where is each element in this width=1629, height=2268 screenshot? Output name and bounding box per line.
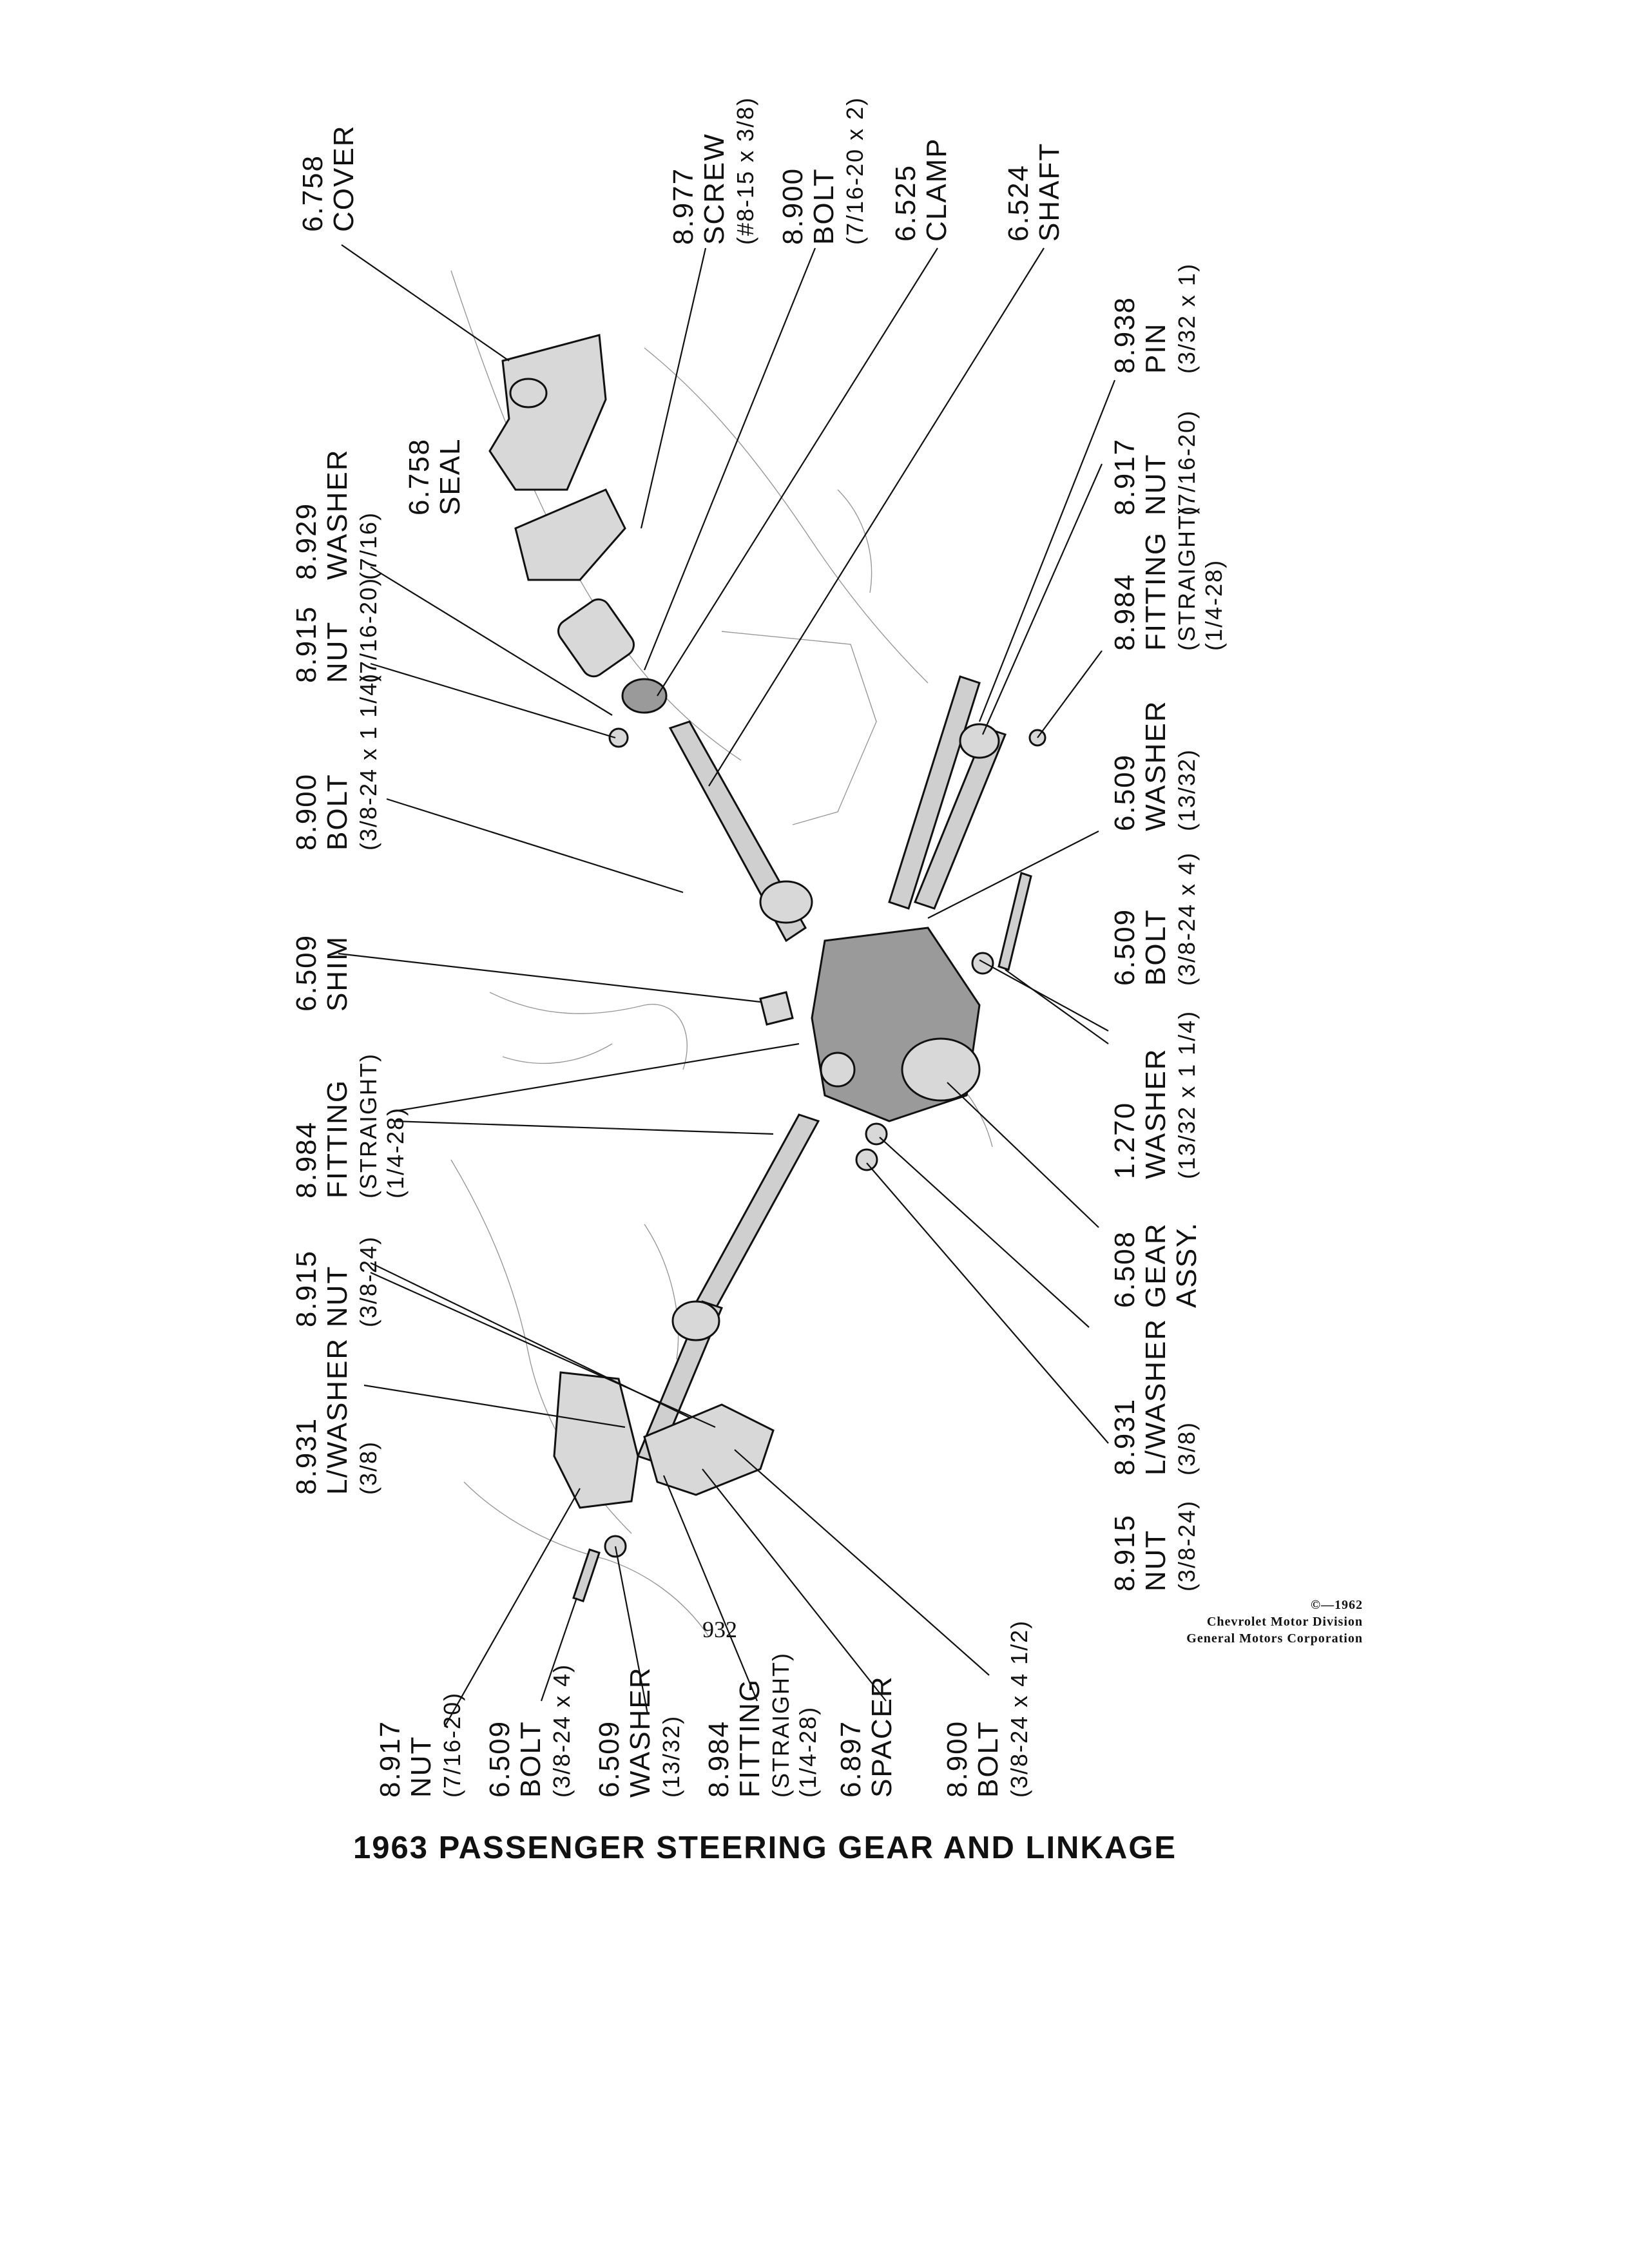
callout-line: 8.938: [1109, 296, 1141, 374]
callout-washer-1270: [1109, 1010, 1200, 1179]
callout-line: SHIM: [322, 936, 353, 1012]
callout-line: 8.984: [703, 1720, 735, 1798]
callout-line: 8.984: [291, 1120, 322, 1198]
callout-line: (3/32 x 1): [1173, 262, 1200, 374]
callout-fitting-8984-b: [291, 1053, 409, 1198]
callout-line: 6.525: [890, 164, 921, 242]
nut-mid-2: [856, 1149, 877, 1170]
callout-line: BOLT: [1140, 908, 1171, 986]
callout-line: (3/8-24): [1173, 1499, 1200, 1591]
callout-line: 6.758: [297, 154, 329, 232]
callout-line: L/WASHER: [1140, 1318, 1171, 1475]
callout-line: (13/32): [1173, 748, 1200, 831]
callout-line: (3/8-24 x 4 1/2): [1006, 1619, 1032, 1798]
callout-line: 6.509: [484, 1720, 516, 1798]
callout-line: 6.509: [1109, 753, 1141, 831]
callout-line: GEAR: [1140, 1222, 1171, 1308]
callout-spacer-6897: [835, 1675, 898, 1798]
callout-line: 8.917: [1109, 437, 1141, 515]
callout-line: 8.929: [291, 502, 322, 580]
callout-line: 8.900: [291, 773, 322, 850]
callout-line: NUT: [405, 1735, 437, 1798]
callout-bolt-8900-b: [291, 673, 381, 850]
callout-line: 8.900: [777, 167, 809, 245]
callout-line: (13/32 x 1 1/4): [1173, 1010, 1200, 1179]
callout-seal-6758: [403, 437, 466, 515]
callout-line: (7/16-20 x 2): [842, 96, 868, 245]
cover-plate: [490, 335, 606, 490]
callout-line: PIN: [1140, 322, 1171, 374]
tie-rod-lower: [689, 1115, 818, 1321]
callout-nut-8915-c: [1109, 1500, 1200, 1591]
callout-line: (3/8-24 x 4): [548, 1663, 575, 1798]
callout-washer-8929: [291, 449, 381, 581]
callout-line: 6.509: [593, 1720, 625, 1798]
callout-line: (3/8): [1173, 1421, 1200, 1475]
callout-nut-8917-a: [1109, 410, 1200, 515]
callout-line: (1/4-28): [1200, 559, 1227, 651]
callout-line: 1.270: [1109, 1101, 1141, 1179]
bolt-lower: [574, 1550, 599, 1601]
callout-line: (3/8-24 x 4): [1173, 851, 1200, 986]
callout-line: (1/4-28): [795, 1706, 821, 1798]
callout-line: BOLT: [972, 1720, 1004, 1798]
callout-cover-6758: [297, 125, 360, 232]
callout-line: 8.931: [291, 1417, 322, 1495]
callout-line: (13/32): [658, 1715, 684, 1798]
callout-nut-8915-b: [291, 1236, 381, 1327]
clamp-part: [622, 679, 666, 713]
callout-line: (7/16-20): [439, 1691, 465, 1798]
callout-line: FITTING: [734, 1678, 766, 1798]
callout-line: NUT: [322, 1265, 353, 1327]
callout-line: SHAFT: [1034, 142, 1065, 242]
callout-fitting-8984-c: [703, 1652, 821, 1798]
callout-line: WASHER: [322, 448, 353, 580]
callout-clamp-6525: [890, 137, 952, 242]
callout-line: BOLT: [515, 1720, 546, 1798]
callout-line: 6.509: [1109, 908, 1141, 986]
tie-rod-end-upper: [960, 724, 999, 758]
callout-line: (7/16-20): [355, 577, 381, 683]
callout-shaft-6524: [1003, 142, 1065, 242]
callout-shim-6509: [291, 934, 353, 1012]
callout-nut-8917-b: [374, 1692, 465, 1798]
callout-line: (#8-15 x 3/8): [732, 96, 758, 245]
callout-line: 8.900: [941, 1720, 973, 1798]
callout-line: 8.915: [291, 605, 322, 683]
callout-line: WASHER: [1140, 700, 1171, 831]
callout-line: 8.984: [1109, 573, 1141, 651]
callout-line: 6.508: [1109, 1230, 1141, 1308]
callout-line: (7/16-20): [1173, 409, 1200, 515]
flex-coupling: [554, 595, 638, 681]
callout-line: BOLT: [322, 773, 353, 850]
bolt-upper-right: [999, 873, 1031, 970]
callout-line: SEAL: [434, 437, 466, 515]
washer-right: [972, 953, 993, 974]
callout-line: (3/8): [355, 1440, 381, 1495]
callout-lwasher-8931-a: [291, 1338, 381, 1495]
callout-bolt-8900-c: [941, 1620, 1032, 1798]
callout-washer-6509-b: [593, 1667, 684, 1798]
gear-plug: [821, 1053, 854, 1086]
callout-gear-6508: [1109, 1222, 1202, 1308]
callout-line: 8.977: [668, 167, 699, 245]
callout-line: 6.897: [835, 1720, 867, 1798]
callout-line: NUT: [322, 620, 353, 683]
page-title: 1963 PASSENGER STEERING GEAR AND LINKAGE: [353, 1831, 1177, 1865]
callout-line: 6.758: [403, 437, 435, 515]
nut-left-1: [610, 729, 628, 747]
callout-washer-6509-a: [1109, 700, 1200, 832]
callout-line: WASHER: [624, 1666, 656, 1798]
callout-line: 8.917: [374, 1720, 406, 1798]
copyright-division: Chevrolet Motor Division: [1206, 1615, 1363, 1629]
callout-line: COVER: [328, 124, 360, 232]
steering-knuckle-arm: [554, 1372, 638, 1508]
callout-line: 6.509: [291, 934, 322, 1012]
callout-bolt-6509-b: [484, 1664, 575, 1798]
callout-screw-8977: [668, 97, 758, 245]
callout-line: NUT: [1140, 1529, 1171, 1591]
linkage: [554, 677, 1045, 1601]
callout-line: L/WASHER: [322, 1337, 353, 1495]
gear-assembly: [760, 928, 979, 1121]
callout-line: SCREW: [699, 133, 730, 245]
callout-bolt-6509-a: [1109, 852, 1200, 986]
callout-line: FITTING: [1140, 531, 1171, 651]
callout-line: (7/16): [355, 511, 381, 580]
callout-line: 8.931: [1109, 1398, 1141, 1475]
copyright-corporation: General Motors Corporation: [1186, 1631, 1363, 1646]
copyright-notice: [1186, 1597, 1363, 1647]
callout-lwasher-8931-b: [1109, 1318, 1200, 1475]
steering-column: [490, 335, 812, 941]
idler-arm-joint: [673, 1302, 719, 1340]
callout-pin-8938: [1109, 263, 1200, 374]
copyright-year: ©—1962: [1311, 1598, 1363, 1612]
callout-line: FITTING: [322, 1079, 353, 1198]
callout-line: (3/8-24 x 1 1/4): [355, 672, 381, 850]
seal-housing: [516, 490, 625, 580]
callout-line: 8.915: [1109, 1514, 1141, 1591]
callout-line: NUT: [1140, 453, 1171, 515]
callout-fitting-8984-a: [1109, 505, 1227, 651]
callout-line: 8.915: [291, 1249, 322, 1327]
gear-cover: [902, 1039, 979, 1100]
callout-line: (STRAIGHT): [355, 1053, 381, 1198]
callout-line: WASHER: [1140, 1048, 1171, 1179]
shim: [760, 992, 793, 1024]
callout-line: ASSY.: [1171, 1222, 1202, 1308]
callout-line: (STRAIGHT): [1173, 505, 1200, 651]
callout-line: (3/8-24): [355, 1235, 381, 1327]
callout-nut-8915-a: [291, 577, 381, 683]
callout-line: 6.524: [1003, 164, 1034, 242]
callout-bolt-8900-a: [777, 97, 868, 245]
page-number: 932: [702, 1617, 737, 1642]
callout-line: CLAMP: [921, 137, 952, 242]
callout-line: (1/4-28): [382, 1106, 409, 1198]
cover-hole: [510, 379, 546, 407]
callout-line: (STRAIGHT): [767, 1652, 794, 1798]
shaft-end-fitting: [760, 881, 812, 923]
callout-line: BOLT: [808, 168, 840, 245]
callout-line: SPACER: [866, 1675, 898, 1798]
